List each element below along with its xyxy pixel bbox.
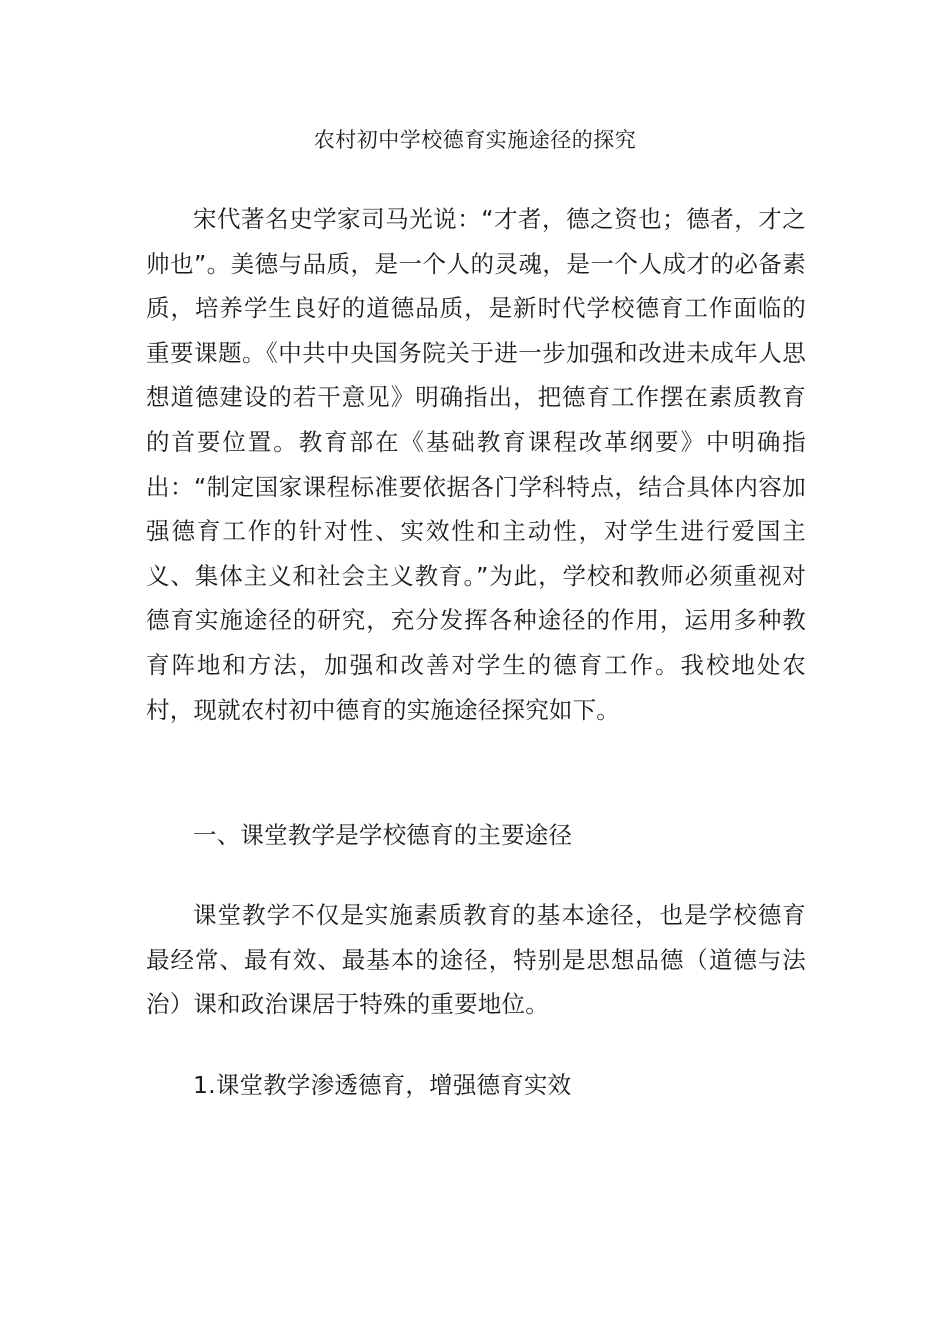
intro-paragraph: 宋代著名史学家司马光说：“才者，德之资也；德者，才之帅也”。美德与品质，是一个人的灵魂，是一个人成才的必备素质，培养学生良好的道德品质，是新时代学校德育工作面临的重要课题。《中共中央国务院关于进一步加强和改进未成年人思想道德建设的若干意见》明确指出，把德育工作摆在素质教育的首要位置。教育部在《基础教育课程改革纲要》中明确指出：“制定国家课程标准要依据各门学科特点，结合具体内容加强德育工作的针对性、实效性和主动性，对学生进行爱国主义、集体主义和社会主义教育。”为此，学校和教师必须重视对德育实施途径的研究，充分发挥各种途径的作用，运用多种教育阵地和方法，加强和改善对学生的德育工作。我校地处农村，现就农村初中德育的实施途径探究如下。	[146, 205, 806, 724]
section-heading-1: 一、课堂教学是学校德育的主要途径	[193, 821, 573, 849]
section-1-paragraph: 课堂教学不仅是实施素质教育的基本途径，也是学校德育最经常、最有效、最基本的途径，特别是思想品德（道德与法治）课和政治课居于特殊的重要地位。	[146, 901, 806, 1019]
document-title: 农村初中学校德育实施途径的探究	[313, 128, 637, 152]
subsection-heading-1: 1.课堂教学渗透德育，增强德育实效	[193, 1071, 572, 1099]
